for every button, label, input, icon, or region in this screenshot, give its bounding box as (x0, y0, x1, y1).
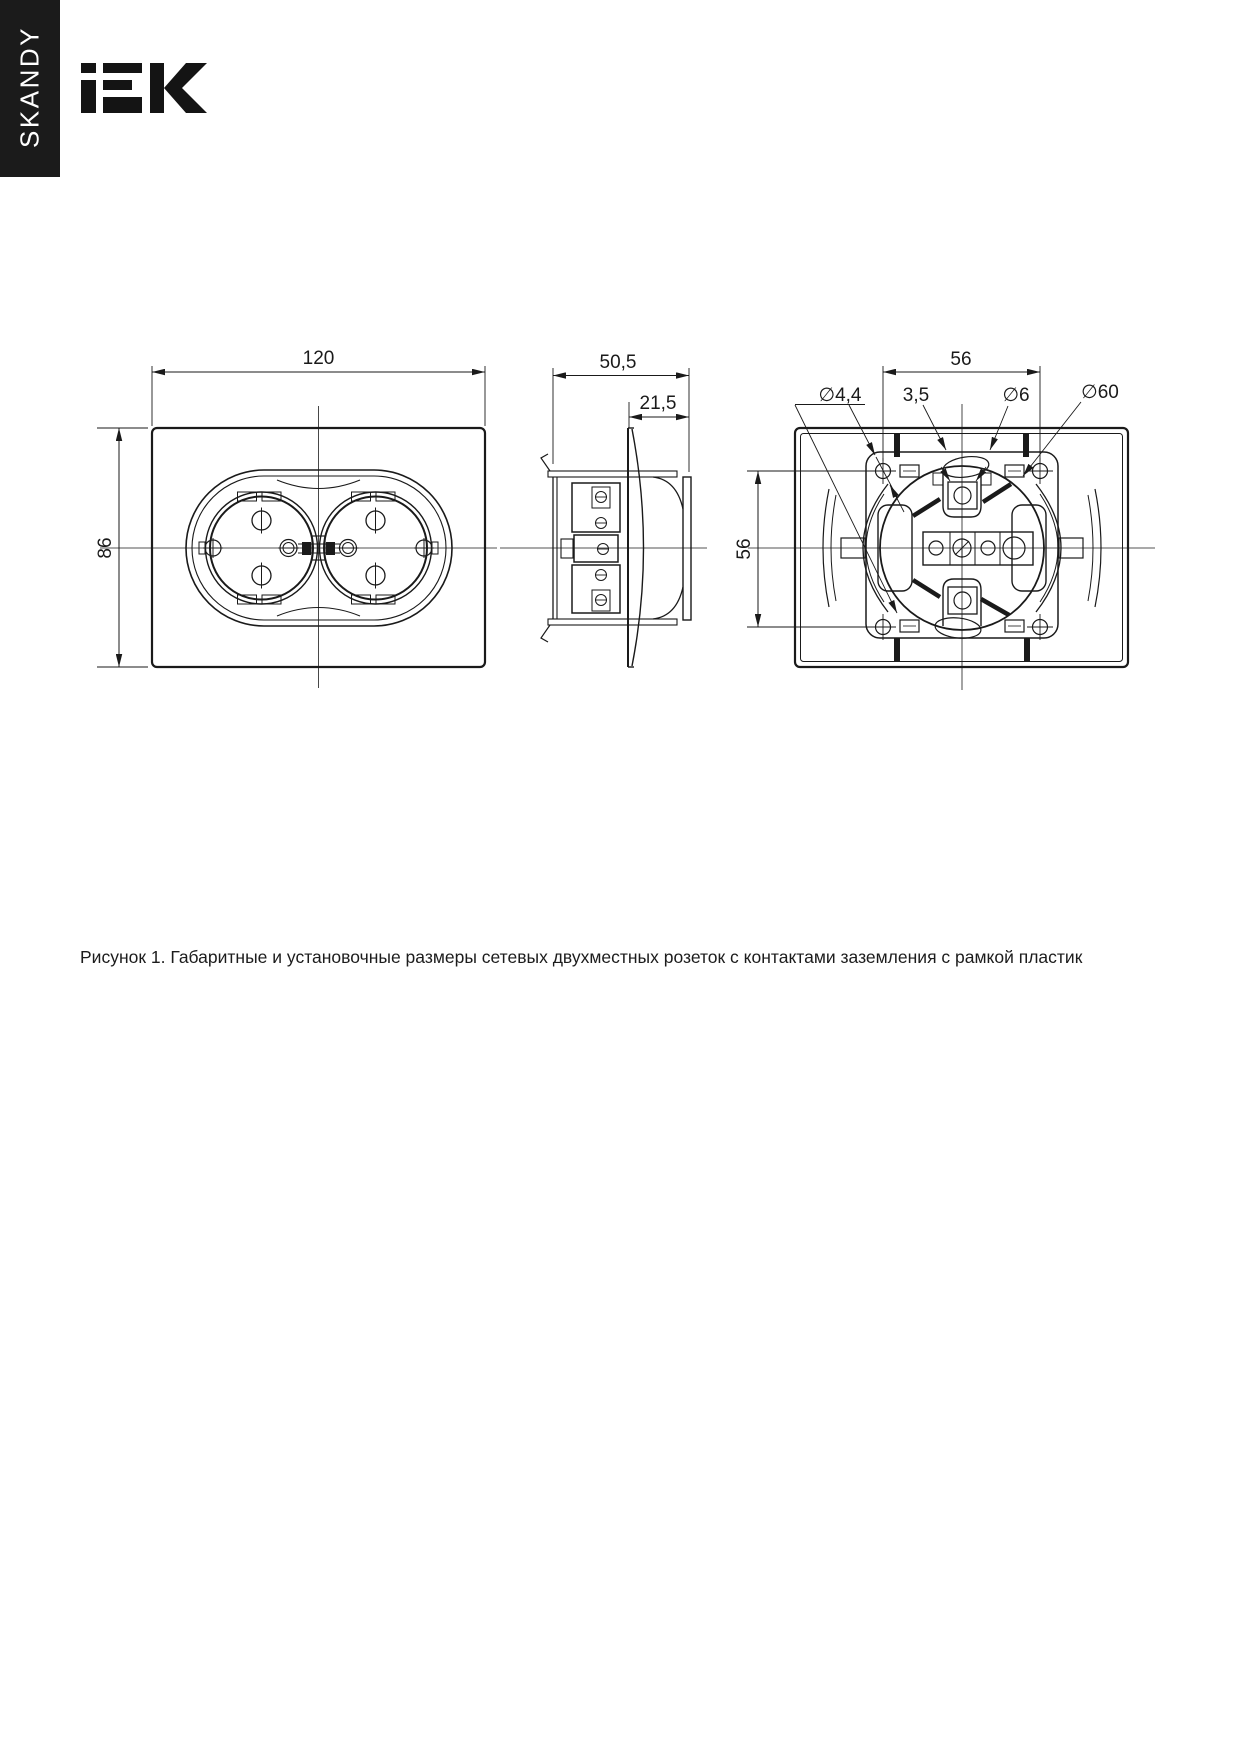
figure-caption: Рисунок 1. Габаритные и установочные размеры сетевых двухместных розеток с контактами заземления с рамкой пластик (80, 946, 1083, 967)
side-support-flange-top (548, 471, 677, 477)
back-dim-mount-v-label: 56 (734, 538, 755, 560)
back-dim-screw-hole-label: ∅4,4 (818, 385, 862, 406)
front-view (95, 348, 497, 688)
side-cover-profile (653, 477, 691, 620)
series-name-label: SKANDY (14, 26, 45, 148)
back-dim-mount-v (734, 471, 876, 627)
side-hook-bottom (541, 625, 550, 642)
logo-k-arms (164, 63, 207, 113)
logo-e-mid (103, 80, 132, 90)
back-clamp-bottom (934, 579, 982, 640)
back-view (734, 349, 1155, 690)
front-dim-width-label: 120 (302, 348, 335, 369)
logo-i-dot (81, 63, 96, 73)
back-dim-slot-width-label: 3,5 (902, 385, 930, 406)
back-terminal-row (923, 532, 1033, 565)
dimension-drawing (0, 330, 1239, 730)
side-frame-profile (628, 428, 644, 667)
side-dim-front-depth (629, 393, 689, 428)
series-sidebar (0, 0, 60, 177)
front-dim-height-label: 86 (95, 537, 116, 559)
side-dim-front-depth-label: 21,5 (639, 393, 677, 414)
iek-logo (81, 63, 207, 113)
back-dim-mount-h-label: 56 (950, 349, 972, 370)
side-hook-top (541, 454, 550, 471)
logo-k-bar (150, 63, 164, 113)
logo-i-bar (81, 80, 96, 113)
back-dim-hole-label: ∅6 (1002, 385, 1030, 406)
back-dim-mechanism-label: ∅60 (1081, 382, 1119, 403)
front-dim-height (95, 428, 148, 667)
back-dim-screw-hole (795, 385, 904, 613)
side-dim-depth-label: 50,5 (599, 352, 637, 373)
side-view (500, 352, 707, 667)
logo-e-top (103, 63, 142, 73)
iek-logo-graphic (81, 63, 207, 113)
logo-e-bottom (103, 97, 142, 113)
side-support-flange-bottom (548, 619, 677, 625)
